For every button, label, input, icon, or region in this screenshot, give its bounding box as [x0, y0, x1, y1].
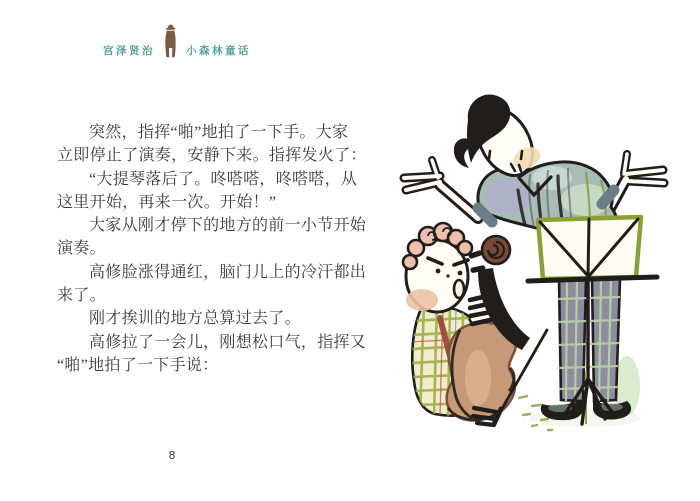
body-text-line: 演奏。: [57, 240, 106, 258]
header-series-label: 小森林童话: [186, 44, 251, 57]
body-text-line: 来了。: [57, 287, 106, 305]
gauche-figure: [403, 223, 547, 425]
body-text-line: 大家从刚才停下的地方的前一小节开始: [89, 217, 367, 235]
header-author-label: 宫泽贤治: [103, 44, 155, 57]
gauche-cheek-blush: [406, 289, 438, 311]
body-text-line: 刚才挨训的地方总算过去了。: [89, 310, 301, 328]
gauche-eye-left: [436, 269, 441, 274]
body-text-line: 高修拉了一会儿，刚想松口气，指挥又: [89, 333, 367, 351]
gauche-nose: [446, 274, 449, 277]
body-text-line: 这里开始，再来一次。开始！”: [57, 193, 277, 211]
body-text-line: 立即停止了演奏，安静下来。指挥发火了：: [57, 147, 367, 165]
page-number: 8: [168, 449, 176, 462]
story-illustration: [380, 78, 700, 464]
body-text-line: 高修脸涨得通红，脑门儿上的冷汗都出: [89, 263, 367, 281]
body-text-line: 突然，指挥“啪”地拍了一下手。大家: [89, 124, 349, 141]
body-text-line: “大提琴落后了。咚嗒嗒，咚嗒嗒，从: [89, 170, 358, 188]
gauche-head: [403, 223, 472, 312]
story-text: [57, 121, 367, 377]
cello-scroll: [482, 236, 510, 264]
gauche-eye-right: [458, 271, 463, 276]
conductor-right-arm: [608, 154, 664, 212]
conductor-left-arm: [404, 160, 478, 218]
body-text-line: “啪”地拍了一下手说：: [57, 356, 219, 374]
kenji-silhouette-icon: [162, 24, 179, 61]
gauche-mouth: [454, 280, 464, 298]
running-header: [103, 22, 251, 60]
